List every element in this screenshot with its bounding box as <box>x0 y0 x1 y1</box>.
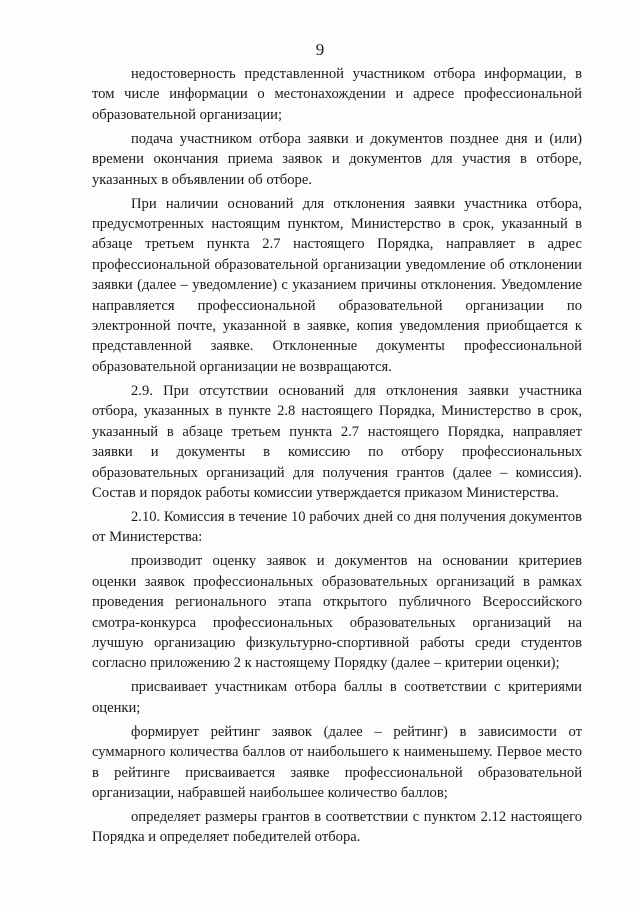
paragraph-rejection-notice: При наличии оснований для отклонения заявки участника отбора, предусмотренных настоящим пунктом, Министерство в срок, указанный в абзаце третьем пункта 2.7 настоящего Порядка, направляет в адрес профессиональной образовательной организации уведомление об отклонении заявки (далее – уведомление) с указанием причины отклонения. Уведомление направляется профессиональной образовательной организации по электронной почте, указанной в заявке, копия уведомления приобщается к представленной заявке. Отклоненные документы профессиональной образовательной организации не возвращаются. <box>92 195 582 375</box>
paragraph-2-10: 2.10. Комиссия в течение 10 рабочих дней со дня получения документов от Министерства: <box>92 508 582 546</box>
paragraph-unreliable-info: недостоверность представленной участником отбора информации, в том числе информации о местонахождении и адресе профессиональной образовательной организации; <box>92 66 582 123</box>
paragraph-2-9: 2.9. При отсутствии оснований для отклонения заявки участника отбора, указанных в пункте 2.8 настоящего Порядка, Министерство в срок, указанный в абзаце третьем пункта 2.7 настоящего Порядка, направляет заявки и документы в комиссию по отбору профессиональных образовательных организаций для получения грантов (далее – комиссия). Состав и порядок работы комиссии утверждается приказом Министерства. <box>92 382 582 501</box>
paragraph-ranking: формирует рейтинг заявок (далее – рейтинг) в зависимости от суммарного количества баллов от наибольшего к наименьшему. Первое место в рейтинге присваивается заявке профессиональной образовательной организации, набравшей наибольшее количество баллов; <box>92 723 582 801</box>
page-number: 9 <box>315 40 325 59</box>
document-body <box>92 64 582 851</box>
paragraph-evaluation: производит оценку заявок и документов на основании критериев оценки заявок профессиональных образовательных организаций в рамках проведения регионального этапа открытого публичного Всероссийского смотра-конкурса профессиональных образовательных организаций на лучшую организацию физкультурно-спортивной работы среди студентов согласно приложению 2 к настоящему Порядку (далее – критерии оценки); <box>92 553 582 672</box>
paragraph-grant-sizes: определяет размеры грантов в соответствии с пунктом 2.12 настоящего Порядка и определяет победителей отбора. <box>92 808 582 846</box>
paragraph-late-submission: подача участником отбора заявки и документов позднее дня и (или) времени окончания приема заявок и документов для участия в отборе, указанных в объявлении об отборе. <box>92 130 582 188</box>
paragraph-assign-points: присваивает участникам отбора баллы в соответствии с критериями оценки; <box>92 679 582 716</box>
